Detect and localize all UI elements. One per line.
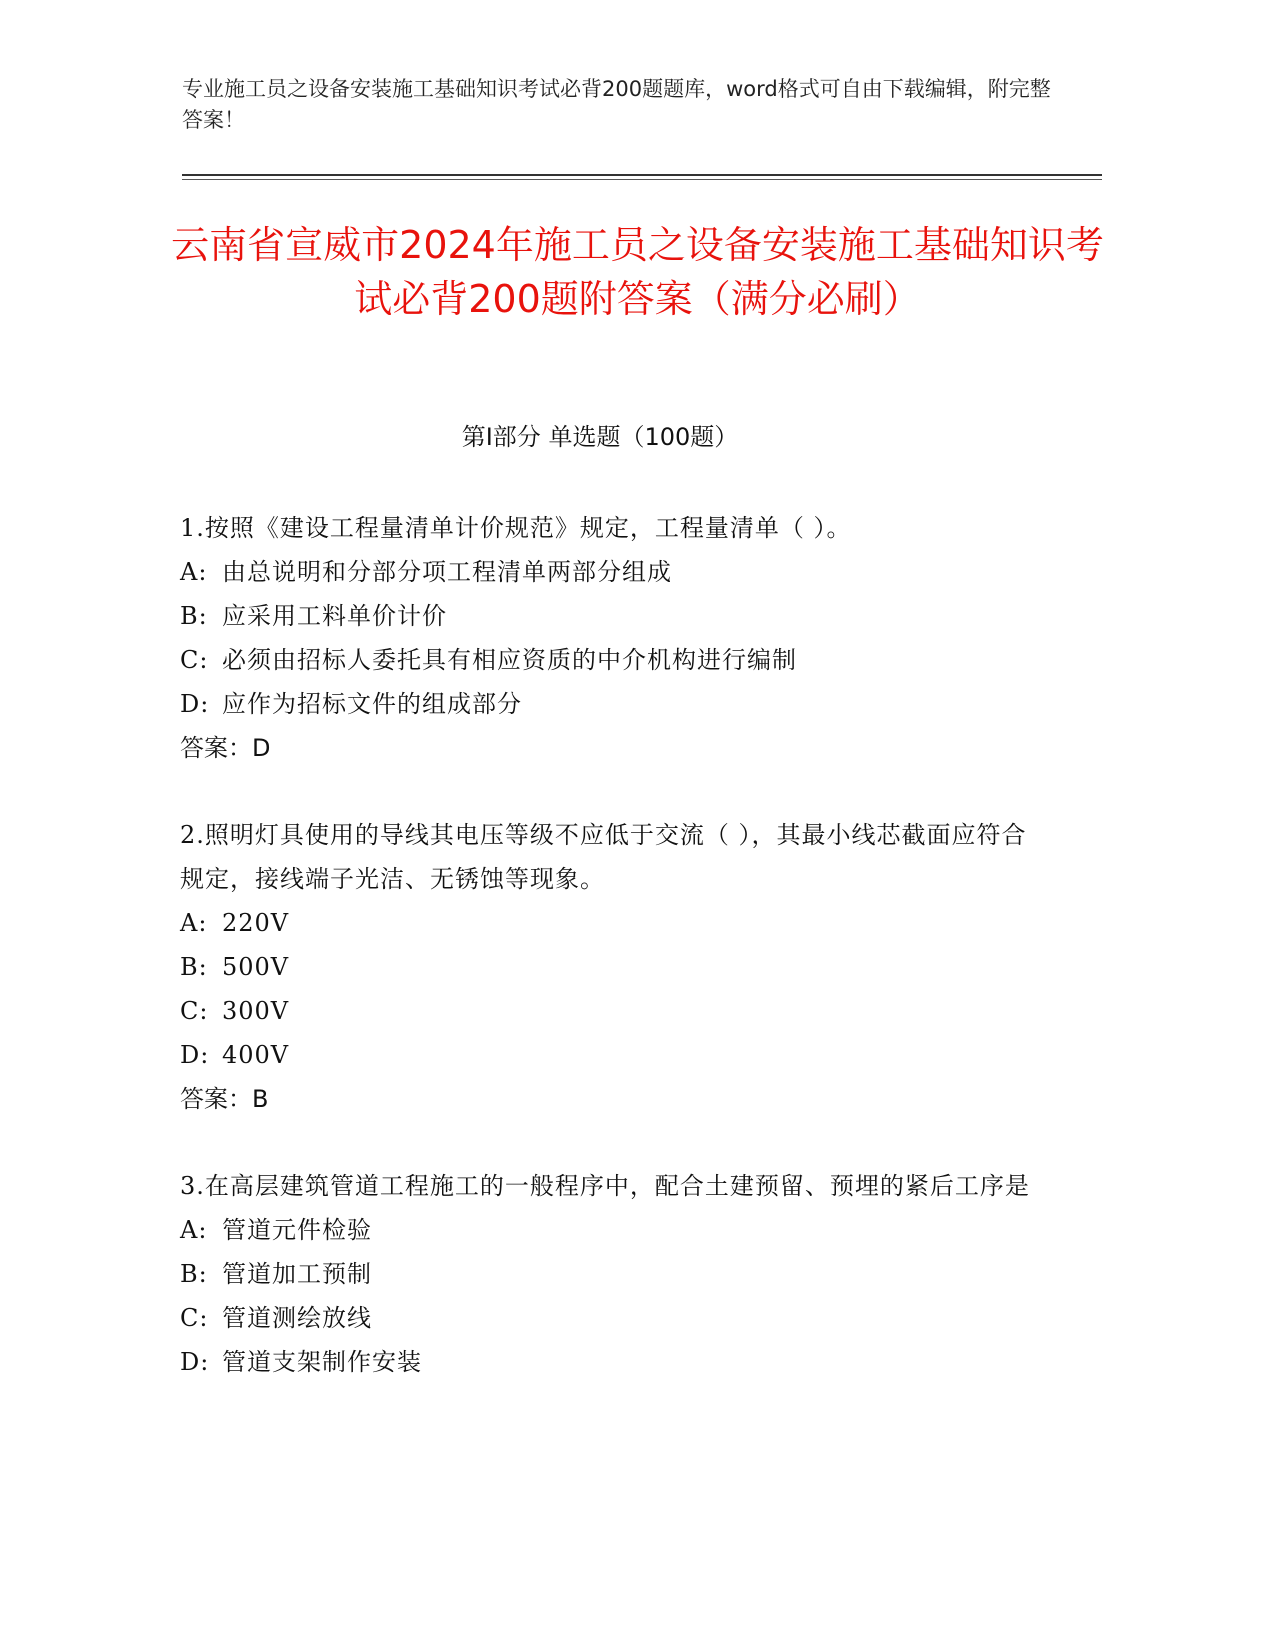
option-letter: D: [180, 1348, 210, 1376]
option-b [180, 1252, 1040, 1296]
section-heading: 第Ⅰ部分 单选题（100题） [461, 423, 739, 451]
option-d [180, 1340, 1040, 1384]
option-letter: C: [180, 997, 209, 1025]
option-a [180, 1208, 1040, 1252]
question-list [180, 506, 1040, 1427]
option-letter: A: [180, 1216, 208, 1244]
option-d [180, 1033, 1040, 1077]
option-text: 400V [222, 1041, 290, 1069]
option-letter: A: [180, 558, 208, 586]
option-text: 管道支架制作安装 [222, 1348, 422, 1376]
option-letter: B: [180, 1260, 208, 1288]
option-b [180, 594, 1040, 638]
option-text: 必须由招标人委托具有相应资质的中介机构进行编制 [222, 646, 797, 674]
option-letter: D: [180, 1041, 210, 1069]
option-text: 220V [222, 909, 290, 937]
option-a [180, 901, 1040, 945]
option-b [180, 945, 1040, 989]
question-3 [180, 1164, 1040, 1384]
option-text: 管道加工预制 [222, 1260, 372, 1288]
option-letter: B: [180, 602, 208, 630]
question-1 [180, 506, 1040, 770]
answer-label: 答案：D [180, 734, 271, 762]
option-text: 应采用工料单价计价 [222, 602, 447, 630]
question-stem: 2.照明灯具使用的导线其电压等级不应低于交流（ ），其最小线芯截面应符合规定，接线端子光洁、无锈蚀等现象。 [180, 821, 1027, 893]
header-divider-thin [182, 179, 1102, 180]
option-text: 500V [222, 953, 290, 981]
question-2 [180, 813, 1040, 1121]
question-stem: 3.在高层建筑管道工程施工的一般程序中，配合土建预留、预埋的紧后工序是 [180, 1172, 1030, 1200]
option-letter: D: [180, 690, 210, 718]
document-title: 云南省宣威市2024年施工员之设备安装施工基础知识考试必背200题附答案（满分必刷） [171, 223, 1104, 321]
question-stem: 1.按照《建设工程量清单计价规范》规定，工程量清单（ ）。 [180, 514, 852, 542]
option-text: 管道测绘放线 [222, 1304, 372, 1332]
option-text: 管道元件检验 [222, 1216, 372, 1244]
option-c [180, 638, 1040, 682]
option-text: 应作为招标文件的组成部分 [222, 690, 522, 718]
option-letter: C: [180, 646, 209, 674]
option-text: 300V [222, 997, 290, 1025]
option-letter: A: [180, 909, 208, 937]
option-d [180, 682, 1040, 726]
header-divider-thick [182, 174, 1102, 176]
option-c [180, 989, 1040, 1033]
option-letter: B: [180, 953, 208, 981]
option-c [180, 1296, 1040, 1340]
answer-label: 答案：B [180, 1085, 269, 1113]
header-note: 专业施工员之设备安装施工基础知识考试必背200题题库，word格式可自由下载编辑，附完整答案！ [182, 77, 1051, 132]
option-a [180, 550, 1040, 594]
option-text: 由总说明和分部分项工程清单两部分组成 [222, 558, 672, 586]
option-letter: C: [180, 1304, 209, 1332]
